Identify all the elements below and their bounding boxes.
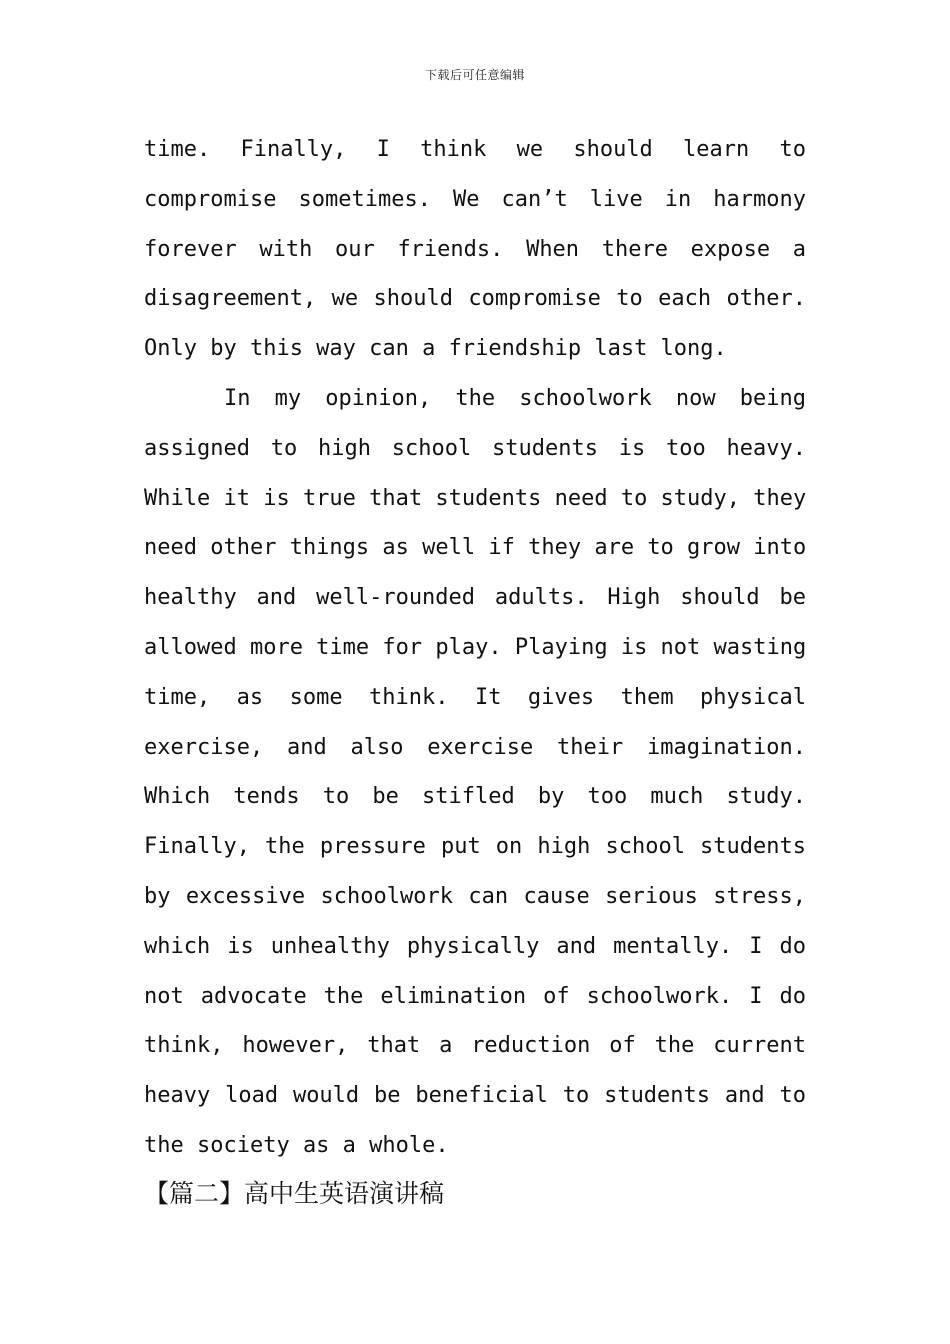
- text-line: In my opinion, the schoolwork now being: [224, 385, 806, 411]
- text-line: heavy load would be beneficial to students and to: [144, 1083, 806, 1109]
- text-line: healthy and well-rounded adults. High should be: [144, 585, 806, 611]
- text-line: need other things as well if they are to grow into: [144, 535, 807, 561]
- text-line: disagreement, we should compromise to each other.: [144, 286, 806, 312]
- paragraph-continuation: [144, 125, 806, 374]
- text-line: Only by this way can a friendship last long.: [144, 336, 727, 362]
- text-line: think, however, that a reduction of the current: [144, 1033, 806, 1059]
- text-line: Finally, the pressure put on high school students: [144, 834, 806, 860]
- paragraph-schoolwork: [144, 374, 806, 1171]
- text-line: by excessive schoolwork can cause serious stress,: [144, 883, 806, 909]
- body-text: [144, 125, 806, 1171]
- text-line: not advocate the elimination of schoolwork. I do: [144, 983, 806, 1009]
- text-line: the society as a whole.: [144, 1132, 449, 1158]
- page-header-note: 下载后可任意编辑: [424, 68, 525, 82]
- text-line: which is unhealthy physically and mentally. I do: [144, 933, 806, 959]
- text-line: time, as some think. It gives them physical: [144, 684, 806, 710]
- text-line: assigned to high school students is too heavy.: [144, 435, 806, 461]
- text-line: compromise sometimes. We can’t live in harmony: [144, 186, 806, 212]
- section-heading: 【篇二】高中生英语演讲稿: [144, 1179, 445, 1208]
- text-line: exercise, and also exercise their imagination.: [144, 734, 806, 760]
- text-line: allowed more time for play. Playing is not wasting: [144, 634, 807, 660]
- text-line: While it is true that students need to study, they: [144, 485, 807, 511]
- text-line: Which tends to be stifled by too much study.: [144, 784, 806, 810]
- text-line: time. Finally, I think we should learn to: [144, 137, 806, 162]
- text-line: forever with our friends. When there expose a: [144, 236, 806, 262]
